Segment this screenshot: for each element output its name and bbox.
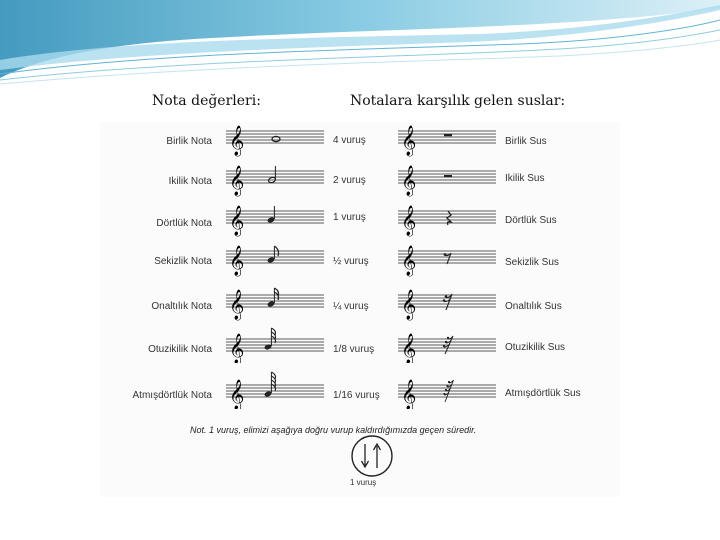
treble-clef-icon: 𝄞 <box>229 206 245 236</box>
treble-clef-icon: 𝄞 <box>229 166 245 196</box>
whole-rest-icon <box>444 134 452 136</box>
thirty-second-note-staff <box>226 321 324 363</box>
rest-name: Birlik Sus <box>505 136 547 147</box>
rest-name: Onaltılık Sus <box>505 301 562 312</box>
beat-count: 4 vuruş <box>333 135 366 146</box>
note-name: Ikilik Nota <box>168 176 212 187</box>
table-row <box>100 326 620 366</box>
note-name: Birlik Nota <box>166 136 212 147</box>
eighth-rest-icon <box>444 253 451 264</box>
rest-name: Sekizlik Sus <box>505 257 559 268</box>
treble-clef-icon: 𝄞 <box>401 380 417 409</box>
note-name: Sekizlik Nota <box>154 256 212 267</box>
table-row <box>100 202 620 242</box>
quarter-note-icon <box>267 206 275 223</box>
table-row <box>100 122 620 162</box>
rest-name: Otuzikilik Sus <box>505 342 566 353</box>
arrow-up-icon <box>374 444 381 468</box>
treble-clef-icon: 𝄞 <box>401 206 417 236</box>
half-rest-icon <box>444 175 452 177</box>
beat-count: 1/8 vuruş <box>333 344 375 355</box>
treble-clef-icon: 𝄞 <box>401 166 417 196</box>
half-rest-staff <box>398 157 496 199</box>
table-row <box>100 372 620 412</box>
note-name: Dörtlük Nota <box>156 218 212 229</box>
note-name: Onaltılık Nota <box>151 301 212 312</box>
eighth-rest-staff <box>398 237 496 279</box>
beat-count: 1 vuruş <box>333 212 366 223</box>
whole-note-staff <box>226 117 324 159</box>
treble-clef-icon: 𝄞 <box>401 126 417 156</box>
beat-count: 1/16 vuruş <box>333 390 380 401</box>
eighth-note-icon <box>267 246 279 263</box>
sixteenth-note-staff <box>226 279 324 321</box>
treble-clef-icon: 𝄞 <box>229 246 245 276</box>
sixteenth-rest-icon <box>443 294 452 310</box>
quarter-note-staff <box>226 197 324 239</box>
whole-rest-staff <box>398 117 496 159</box>
arrow-down-icon <box>362 444 369 467</box>
note-values-figure <box>100 122 620 497</box>
rest-name: Atmışdörtlük Sus <box>505 388 581 399</box>
treble-clef-icon: 𝄞 <box>229 334 245 363</box>
table-row <box>100 162 620 202</box>
half-note-icon <box>268 166 276 183</box>
table-row <box>100 284 620 324</box>
thirty-second-rest-staff <box>398 321 496 363</box>
beat-count: ½ vuruş <box>333 256 369 267</box>
treble-clef-icon: 𝄞 <box>229 290 245 320</box>
beat-count: ¼ vuruş <box>333 301 369 312</box>
rest-name: Ikilik Sus <box>505 173 545 184</box>
table-row <box>100 242 620 282</box>
eighth-note-staff <box>226 237 324 279</box>
treble-clef-icon: 𝄞 <box>401 290 417 320</box>
half-note-staff <box>226 157 324 199</box>
header-swoosh-decoration <box>0 0 720 90</box>
footnote: Not. 1 vuruş, elimizi aşağıya doğru vurup kaldırdığımızda geçen süredir. <box>190 425 477 435</box>
treble-clef-icon: 𝄞 <box>401 246 417 276</box>
note-name: Atmışdörtlük Nota <box>132 390 212 401</box>
sixty-fourth-rest-staff <box>398 367 496 409</box>
treble-clef-icon: 𝄞 <box>229 380 245 409</box>
treble-clef-icon: 𝄞 <box>401 334 417 363</box>
treble-clef-icon: 𝄞 <box>229 126 245 156</box>
note-values-heading: Nota değerleri: <box>152 93 261 109</box>
sixteenth-rest-staff <box>398 279 496 321</box>
beat-count: 2 vuruş <box>333 175 366 186</box>
rest-name: Dörtlük Sus <box>505 215 557 226</box>
rests-heading: Notalara karşılık gelen suslar: <box>350 93 566 109</box>
beat-diagram-label: 1 vuruş <box>350 478 377 487</box>
quarter-rest-staff <box>398 197 496 239</box>
beat-diagram <box>348 434 396 480</box>
sixty-fourth-note-staff <box>226 367 324 409</box>
note-name: Otuzikilik Nota <box>148 344 212 355</box>
